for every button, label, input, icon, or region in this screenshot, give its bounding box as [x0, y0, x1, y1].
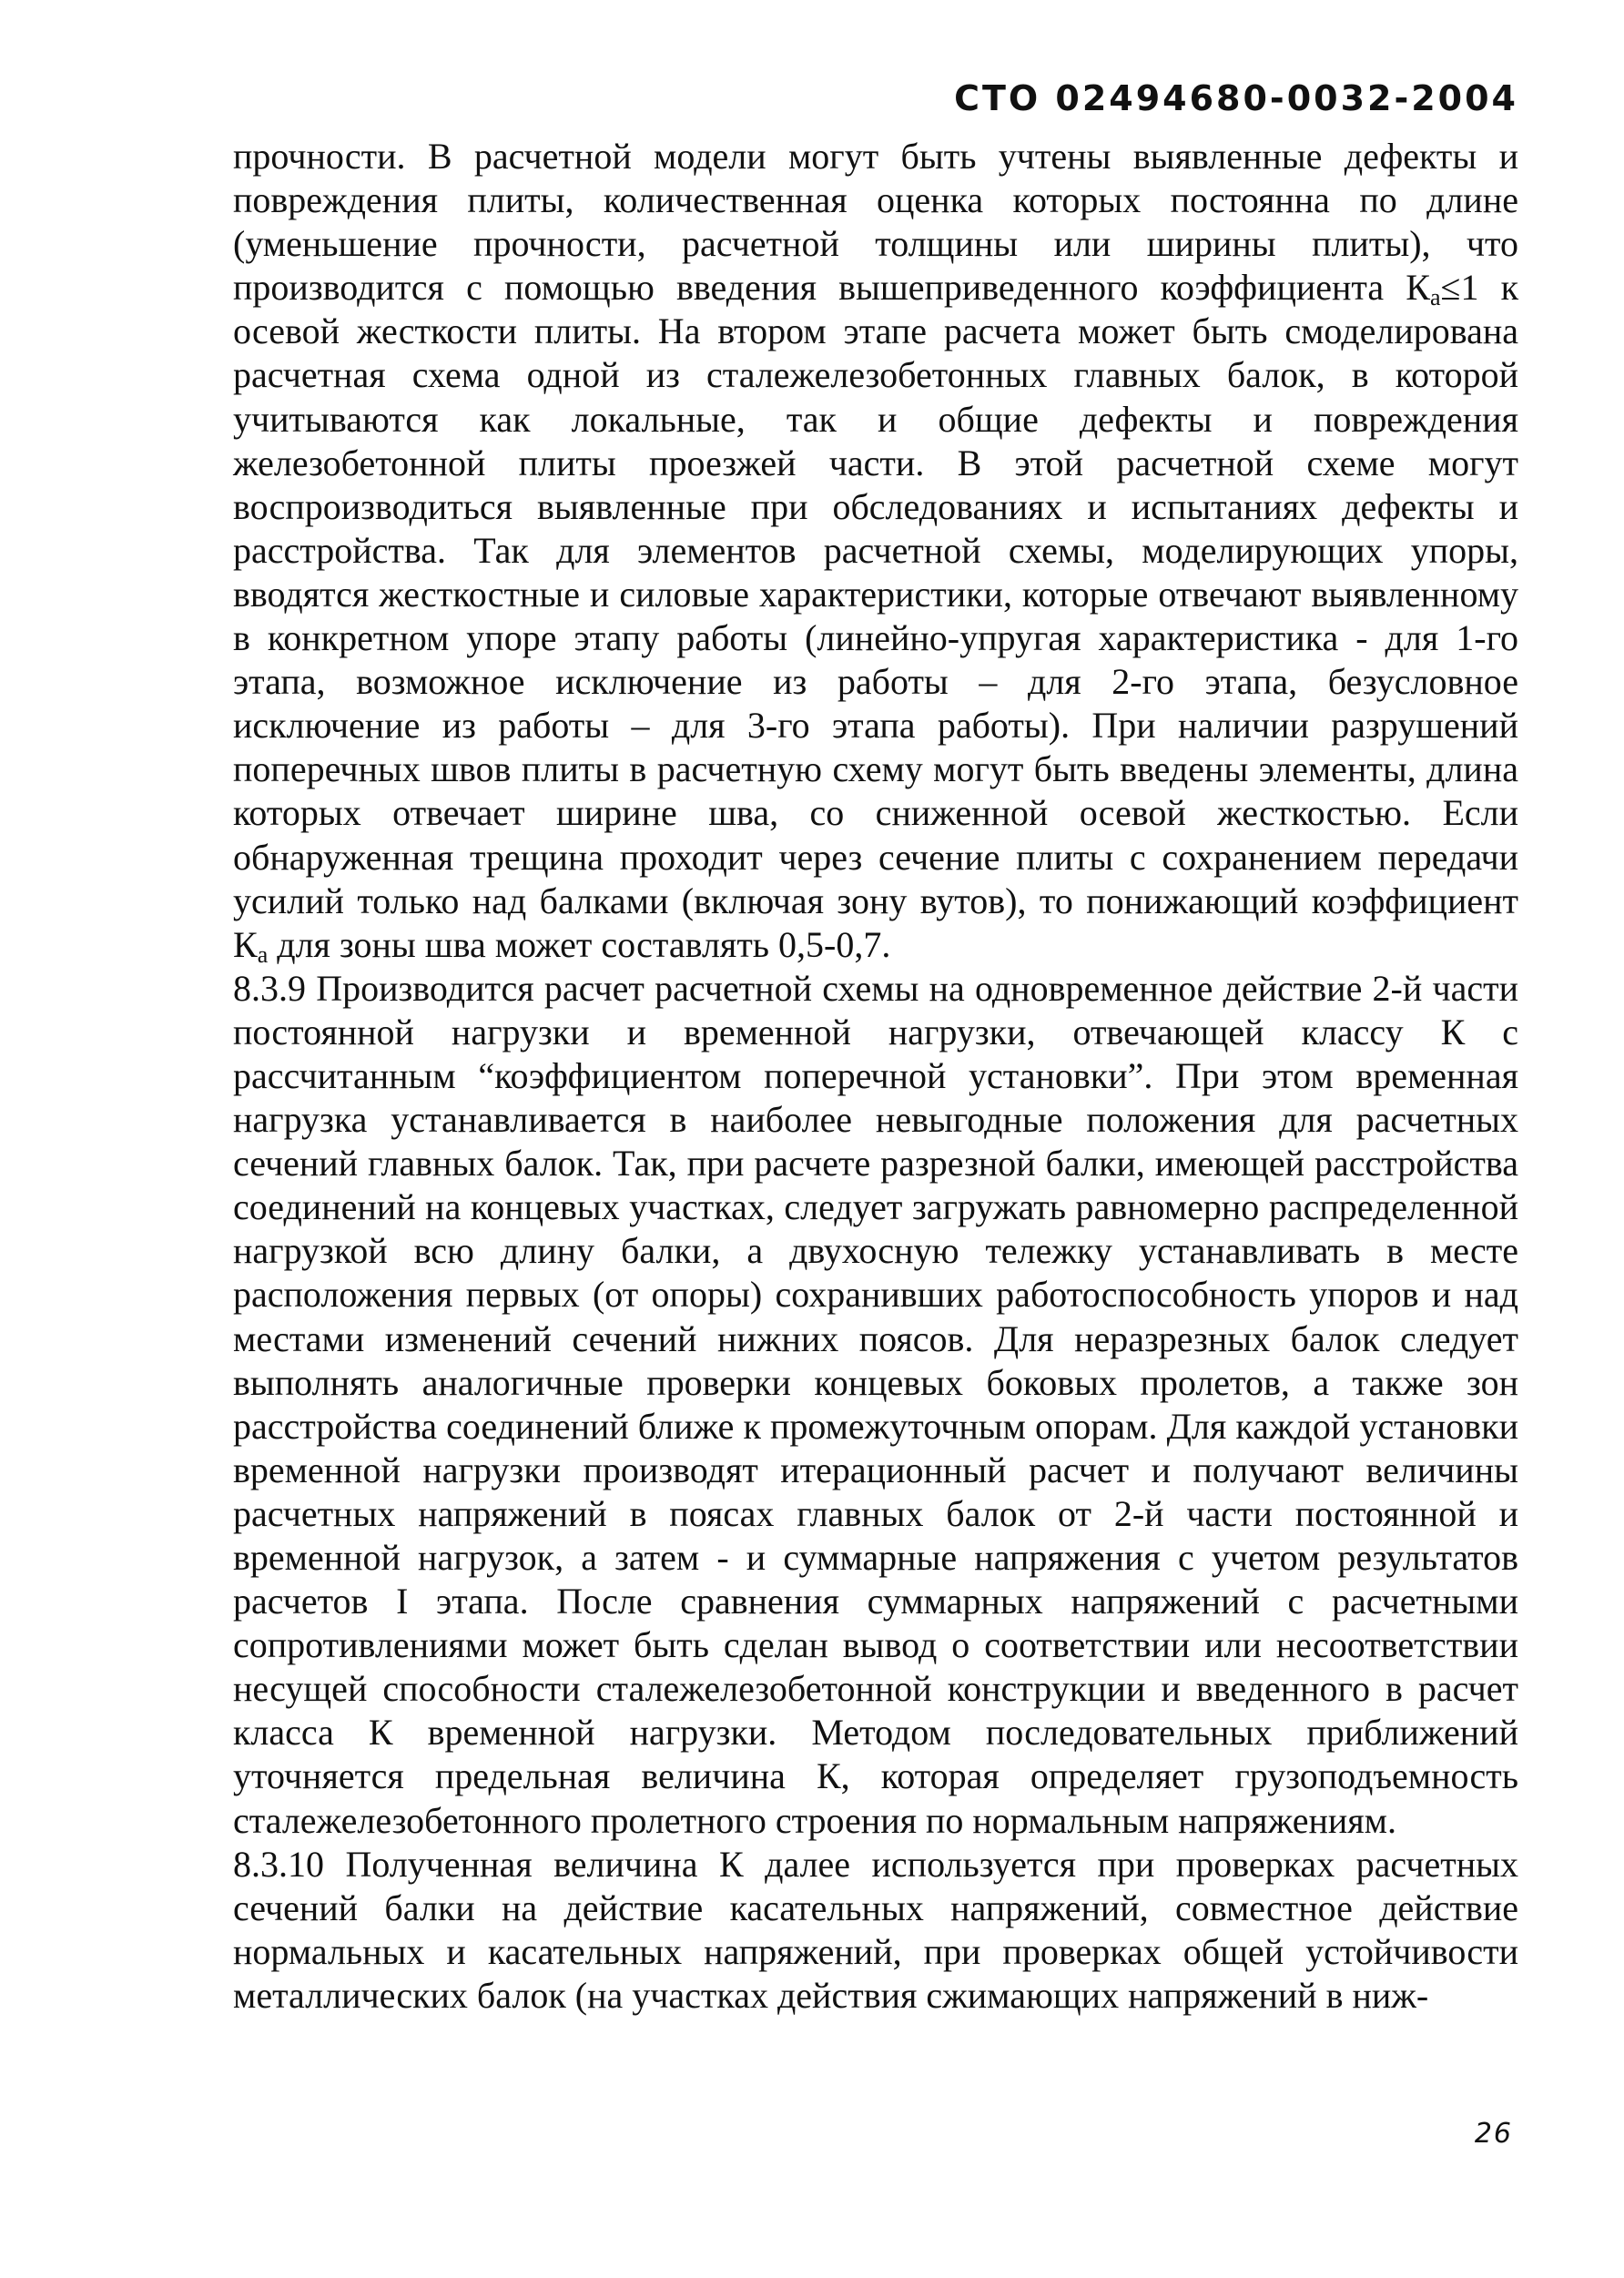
paragraph-text: для зоны шва может составлять 0,5-0,7.: [268, 923, 891, 965]
paragraph-text: прочности. В расчетной модели могут быть учтены выявленные дефекты и повреждения плиты, количественная оценка которых постоянна по длине (уменьшение прочности, расчетной толщины или ширины плиты), что производится с помощью введения вышеприведенного коэффициента К: [233, 136, 1518, 309]
subscript-a: а: [257, 941, 269, 968]
page-number: 26: [1474, 2118, 1513, 2150]
paragraph-8-3-9: 8.3.9 Производится расчет расчетной схемы на одновременное действие 2-й части постоянной нагрузки и временной нагрузки, отвечающей классу К с рассчитанным “коэффициентом поперечной установки”. При этом временная нагрузка устанавливается в наиболее невыгодные положения для расчетных сечений главных балок. Так, при расчете разрезной балки, имеющей расстройства соединений на концевых участках, следует загружать равномерно распределенной нагрузкой всю длину балки, а двухосную тележку устанавливать в месте расположения первых (от опоры) сохранивших работоспособность упоров и над местами изменений сечений нижних поясов. Для неразрезных балок следует выполнять аналогичные проверки концевых боковых пролетов, а также зон расстройства соединений ближе к промежуточным опорам. Для каждой установки временной нагрузки производят итерационный расчет и получают величины расчетных напряжений в поясах главных балок от 2-й части постоянной и временной нагрузок, а затем - и суммарные напряжения с учетом результатов расчетов I этапа. После сравнения суммарных напряжений с расчетными сопротивлениями может быть сделан вывод о соответствии или несоответствии несущей способности сталежелезобетонной конструкции и введенного в расчет класса К временной нагрузки. Методом последовательных приближений уточняется предельная величина К, которая определяет грузоподъемность сталежелезобетонного пролетного строения по нормальным напряжениям.: [233, 967, 1518, 1841]
subscript-a: а: [1429, 284, 1441, 311]
paragraph-continuation: [233, 135, 1518, 967]
document-code-header: СТО 02494680-0032-2004: [954, 78, 1518, 118]
paragraph-text: ≤1 к осевой жесткости плиты. На втором этапе расчета может быть смоделирована расчетная схема одной из сталежелезобетонных главных балок, в которой учитываются как локальные, так и общие дефекты и повреждения железобетонной плиты проезжей части. В этой расчетной схеме могут воспроизводиться выявленные при обследованиях и испытаниях дефекты и расстройства. Так для элементов расчетной схемы, моделирующих упоры, вводятся жесткостные и силовые характеристики, которые отвечают выявленному в конкретном упоре этапу работы (линейно-упругая характеристика - для 1-го этапа, возможное исключение из работы – для 2-го этапа, безусловное исключение из работы – для 3-го этапа работы). При наличии разрушений поперечных швов плиты в расчетную схему могут быть введены элементы, длина которых отвечает ширине шва, со сниженной осевой жесткостью. Если обнаруженная трещина проходит через сечение плиты с сохранением передачи усилий только над балками (включая зону вутов), то понижающий коэффициент К: [233, 267, 1519, 965]
paragraph-8-3-10: 8.3.10 Полученная величина К далее используется при проверках расчетных сечений балки на действие касательных напряжений, совместное действие нормальных и касательных напряжений, при проверках общей устойчивости металлических балок (на участках действия сжимающих напряжений в ниж-: [233, 1843, 1518, 2016]
body-text: [233, 135, 1518, 2018]
